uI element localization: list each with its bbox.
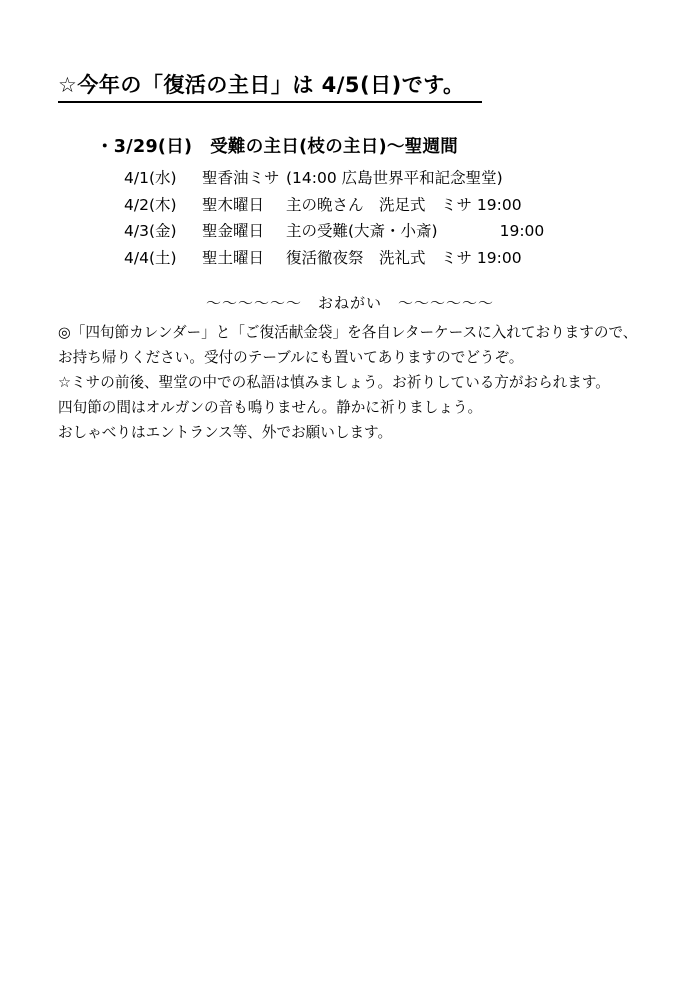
schedule-desc: 主の晩さん 洗足式 ミサ 19:00: [286, 195, 522, 214]
schedule-list: [124, 165, 544, 272]
notes-block: [58, 320, 658, 445]
schedule-date: 4/2(木): [124, 195, 177, 214]
schedule-row: [124, 165, 544, 192]
schedule-date: 4/1(水): [124, 169, 177, 187]
note-line: 四旬節の間はオルガンの音も鳴りません。静かに祈りましょう。: [58, 399, 483, 417]
note-line: ☆ミサの前後、聖堂の中での私語は慎みましょう。お祈りしている方がおられます。: [58, 374, 610, 392]
schedule-row: [124, 218, 544, 245]
page-title: ☆今年の「復活の主日」は 4/5(日)です。: [58, 73, 465, 97]
schedule-name: 聖香油ミサ: [202, 169, 280, 187]
title-underline: [58, 101, 482, 103]
note-line: お持ち帰りください。受付のテーブルにも置いてありますのでどうぞ。: [58, 349, 524, 367]
schedule-date: 4/4(土): [124, 248, 177, 267]
schedule-name: 聖木曜日: [202, 195, 265, 214]
onegai-heading: 〜〜〜〜〜〜 おねがい 〜〜〜〜〜〜: [205, 294, 494, 312]
schedule-name: 聖土曜日: [202, 248, 265, 267]
schedule-desc: 主の受難(大斎・小斎) 19:00: [286, 222, 545, 241]
note-line: ◎「四旬節カレンダー」と「ご復活献金袋」を各自レターケースに入れておりますので、: [58, 324, 638, 341]
section-subheading: ・3/29(日) 受難の主日(枝の主日)〜聖週間: [96, 137, 459, 157]
title-block: [58, 72, 488, 103]
schedule-row: [124, 245, 544, 272]
schedule-desc: 復活徹夜祭 洗礼式 ミサ 19:00: [286, 248, 522, 267]
note-line: おしゃべりはエントランス等、外でお願いします。: [58, 424, 393, 442]
schedule-desc: (14:00 広島世界平和記念聖堂): [286, 169, 503, 187]
schedule-date: 4/3(金): [124, 222, 177, 241]
schedule-row: [124, 192, 544, 219]
schedule-name: 聖金曜日: [202, 222, 265, 241]
